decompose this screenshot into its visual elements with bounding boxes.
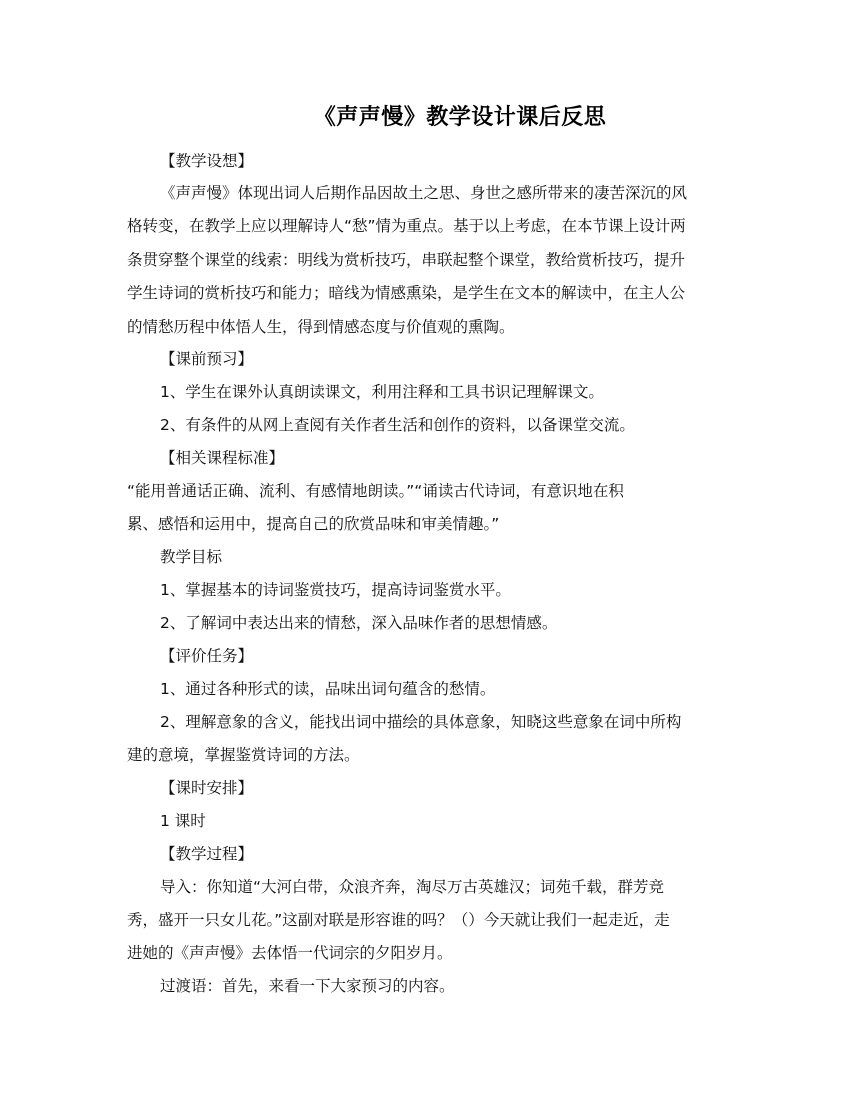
- section-heading-preview: 【课前预习】: [160, 350, 254, 368]
- paragraph-line: 格转变，在教学上应以理解诗人“愁”情为重点。基于以上考虑，在本节课上设计两: [127, 217, 686, 235]
- section-heading-teaching-idea: 【教学设想】: [160, 152, 254, 170]
- list-item: 2、了解词中表达出来的情愁，深入品味作者的思想情感。: [160, 614, 558, 632]
- paragraph-line: 的情愁历程中体悟人生，得到情感态度与价值观的熏陶。: [127, 318, 515, 336]
- section-heading-process: 【教学过程】: [160, 845, 254, 863]
- paragraph-line: 建的意境，掌握鉴赏诗词的方法。: [127, 746, 360, 764]
- list-item: 1、掌握基本的诗词鉴赏技巧，提高诗词鉴赏水平。: [160, 581, 511, 599]
- list-item: 1、通过各种形式的读，品味出词句蕴含的愁情。: [160, 680, 496, 698]
- list-item: 2、有条件的从网上查阅有关作者生活和创作的资料，以备课堂交流。: [160, 416, 635, 434]
- paragraph-line: 条贯穿整个课堂的线索：明线为赏析技巧，串联起整个课堂，教给赏析技巧，提升: [127, 251, 686, 269]
- paragraph-line: 秀，盛开一只女儿花。”这副对联是形容谁的吗？（）今天就让我们一起走近，走: [127, 911, 670, 929]
- section-heading-evaluation: 【评价任务】: [160, 647, 254, 665]
- list-item: 2、理解意象的含义，能找出词中描绘的具体意象，知晓这些意象在词中所构: [160, 713, 682, 731]
- section-heading-schedule: 【课时安排】: [160, 779, 254, 797]
- section-heading-objectives: 教学目标: [160, 548, 223, 566]
- document-title: 《声声慢》教学设计课后反思: [313, 105, 607, 130]
- paragraph-line: 学生诗词的赏析技巧和能力；暗线为情感熏染，是学生在文本的解读中，在主人公: [127, 284, 686, 302]
- paragraph-line: 1 课时: [160, 812, 206, 830]
- paragraph-line: 过渡语：首先，来看一下大家预习的内容。: [160, 977, 455, 995]
- paragraph-line: 导入：你知道“大河白带，众浪齐奔，淘尽万古英雄汉；词苑千载，群芳竞: [160, 878, 665, 896]
- paragraph-line: 进她的《声声慢》去体悟一代词宗的夕阳岁月。: [127, 944, 453, 962]
- list-item: 1、学生在课外认真朗读课文，利用注释和工具书识记理解课文。: [160, 383, 604, 401]
- paragraph-line: “能用普通话正确、流利、有感情地朗读。”“诵读古代诗词，有意识地在积: [127, 482, 624, 500]
- section-heading-standards: 【相关课程标准】: [160, 449, 285, 467]
- paragraph-line: 累、感悟和运用中，提高自己的欣赏品味和审美情趣。”: [127, 515, 500, 533]
- paragraph-line: 《声声慢》体现出词人后期作品因故土之思、身世之感所带来的凄苦深沉的风: [160, 184, 688, 202]
